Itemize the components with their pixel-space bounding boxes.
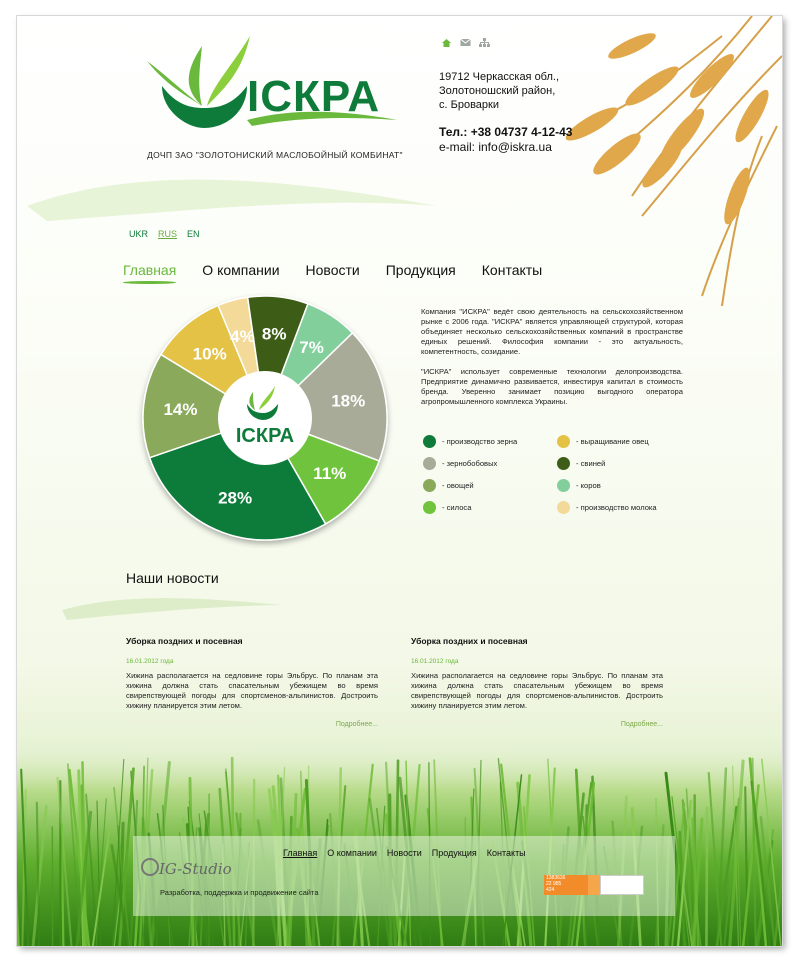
- main-menu: [123, 262, 542, 278]
- address-line: Золотоношский район,: [439, 85, 556, 97]
- wheat-decoration: [522, 16, 782, 306]
- counter-value: 424: [546, 887, 555, 893]
- legend-item: [557, 478, 687, 492]
- counter-badge: [600, 875, 644, 895]
- footer-link-about[interactable]: О компании: [327, 848, 377, 858]
- pie-slice-label: 10%: [192, 344, 227, 364]
- legend-item: [423, 478, 553, 492]
- legend-label: - овощей: [442, 480, 474, 490]
- developer-credit: Разработка, поддержка и продвижение сайта: [160, 888, 319, 897]
- contacts: [439, 125, 572, 155]
- about-paragraph: Компания "ИСКРА" ведёт свою деятельность на сельскохозяйственном рынке с 2006 года. "ИСКРА" является управляющей структурой, которая объединяет несколько сельскохозяйственных компаний в пространстве единых решений. Философия компании - это актуальность, компетентность, созидание.: [421, 307, 683, 356]
- footer-link-products[interactable]: Продукция: [431, 848, 477, 858]
- pie-slice-label: 18%: [331, 391, 366, 411]
- legend-label: - свиней: [576, 458, 606, 468]
- email[interactable]: e-mail: info@iskra.ua: [439, 140, 552, 154]
- chart-legend: [423, 434, 703, 514]
- legend-item: [423, 434, 553, 448]
- footer-menu: [283, 848, 526, 858]
- legend-item: [423, 500, 553, 514]
- sitemap-icon[interactable]: [479, 34, 490, 43]
- news-date: 16.01.2012 года: [126, 658, 174, 665]
- footer: [133, 836, 675, 916]
- pie-slice-label: 4%: [230, 327, 255, 347]
- home-icon[interactable]: [441, 34, 452, 43]
- language-switcher: [129, 229, 200, 239]
- legend-item: [423, 456, 553, 470]
- legend-swatch: [423, 501, 436, 514]
- lang-en[interactable]: EN: [187, 229, 200, 239]
- legend-label: - производство молока: [576, 502, 657, 512]
- menu-item-home[interactable]: Главная: [123, 262, 177, 278]
- phone-number: +38 04737 4-12-43: [470, 125, 573, 139]
- counter-people-icon: [588, 875, 600, 895]
- pie-slice-label: 28%: [218, 488, 253, 508]
- legend-swatch: [557, 501, 570, 514]
- counter-value: 1383636: [546, 875, 566, 881]
- read-more-link[interactable]: Подробнее...: [620, 721, 663, 728]
- pie-slice-label: 14%: [163, 399, 198, 419]
- news-text: Хижина располагается на седловине горы Эльбрус. По планам эта хижина должна стать спасательным убежищем во время свирепствующей погоды для спортсменов-альпинистов. Достроить хижину планируется этим летом.: [411, 671, 663, 710]
- logo-text: ІСКРА: [247, 72, 381, 121]
- pie-slice-label: 11%: [313, 464, 347, 484]
- legend-swatch: [423, 457, 436, 470]
- top-icons: [441, 34, 490, 43]
- news-title[interactable]: Уборка поздних и посевная: [126, 636, 243, 646]
- pie-slice-label: 8%: [261, 324, 287, 344]
- lang-ukr[interactable]: UKR: [129, 229, 149, 239]
- page-frame: [17, 16, 782, 946]
- footer-link-home[interactable]: Главная: [283, 848, 318, 858]
- legend-swatch: [557, 479, 570, 492]
- legend-label: - выращивание овец: [576, 436, 649, 446]
- decor-swoosh-news: [57, 590, 297, 630]
- news-item: [126, 636, 378, 728]
- address-line: 19712 Черкасская обл.,: [439, 71, 560, 83]
- legend-swatch: [423, 435, 436, 448]
- lang-rus[interactable]: RUS: [158, 229, 178, 239]
- pie-center-label: ІСКРА: [235, 425, 295, 447]
- address-line: с. Броварки: [439, 99, 499, 111]
- company-name: ДОЧП ЗАО "ЗОЛОТОНИСКИЙ МАСЛОБОЙНЫЙ КОМБИНАТ": [147, 150, 403, 160]
- legend-swatch: [557, 435, 570, 448]
- news-text: Хижина располагается на седловине горы Эльбрус. По планам эта хижина должна стать спасательным убежищем во время свирепствующей погоды для спортсменов-альпинистов. Достроить хижину планируется этим летом.: [126, 671, 378, 710]
- legend-swatch: [423, 479, 436, 492]
- studio-logo[interactable]: IG-Studio: [159, 860, 232, 878]
- studio-logo-icon: [141, 858, 159, 876]
- legend-swatch: [557, 457, 570, 470]
- legend-item: [557, 500, 687, 514]
- counter-values: [544, 875, 588, 895]
- news-item: [411, 636, 663, 728]
- legend-item: [557, 434, 687, 448]
- legend-label: - коров: [576, 480, 601, 490]
- menu-item-contacts[interactable]: Контакты: [481, 262, 543, 278]
- news-heading: Наши новости: [126, 570, 219, 586]
- menu-item-products[interactable]: Продукция: [385, 262, 456, 278]
- legend-item: [557, 456, 687, 470]
- pie-chart: [135, 288, 395, 548]
- menu-item-news[interactable]: Новости: [305, 262, 360, 278]
- address: [439, 70, 559, 112]
- counter-value: 22 985: [546, 881, 562, 887]
- phone-label: Тел.:: [439, 125, 468, 139]
- footer-link-contacts[interactable]: Контакты: [486, 848, 526, 858]
- menu-item-about[interactable]: О компании: [202, 262, 280, 278]
- about-text: [421, 307, 683, 417]
- about-paragraph: "ИСКРА" использует современные технологии делопроизводства. Предприятие динамично развивается, инвестируя капитал в стоимость бренда. Уверенно занимает позицию выгодного оператора агропромышленного комплекса Украины.: [421, 367, 683, 406]
- visit-counter[interactable]: [544, 875, 644, 895]
- read-more-link[interactable]: Подробнее...: [335, 721, 378, 728]
- legend-label: - производство зерна: [442, 436, 518, 446]
- news-title[interactable]: Уборка поздних и посевная: [411, 636, 528, 646]
- legend-label: - силоса: [442, 502, 472, 512]
- footer-link-news[interactable]: Новости: [386, 848, 422, 858]
- pie-slice-label: 7%: [299, 337, 324, 357]
- decor-swoosh-top: [17, 166, 477, 236]
- news-date: 16.01.2012 года: [411, 658, 459, 665]
- mail-icon[interactable]: [460, 34, 471, 43]
- legend-label: - зернобобовых: [442, 458, 498, 468]
